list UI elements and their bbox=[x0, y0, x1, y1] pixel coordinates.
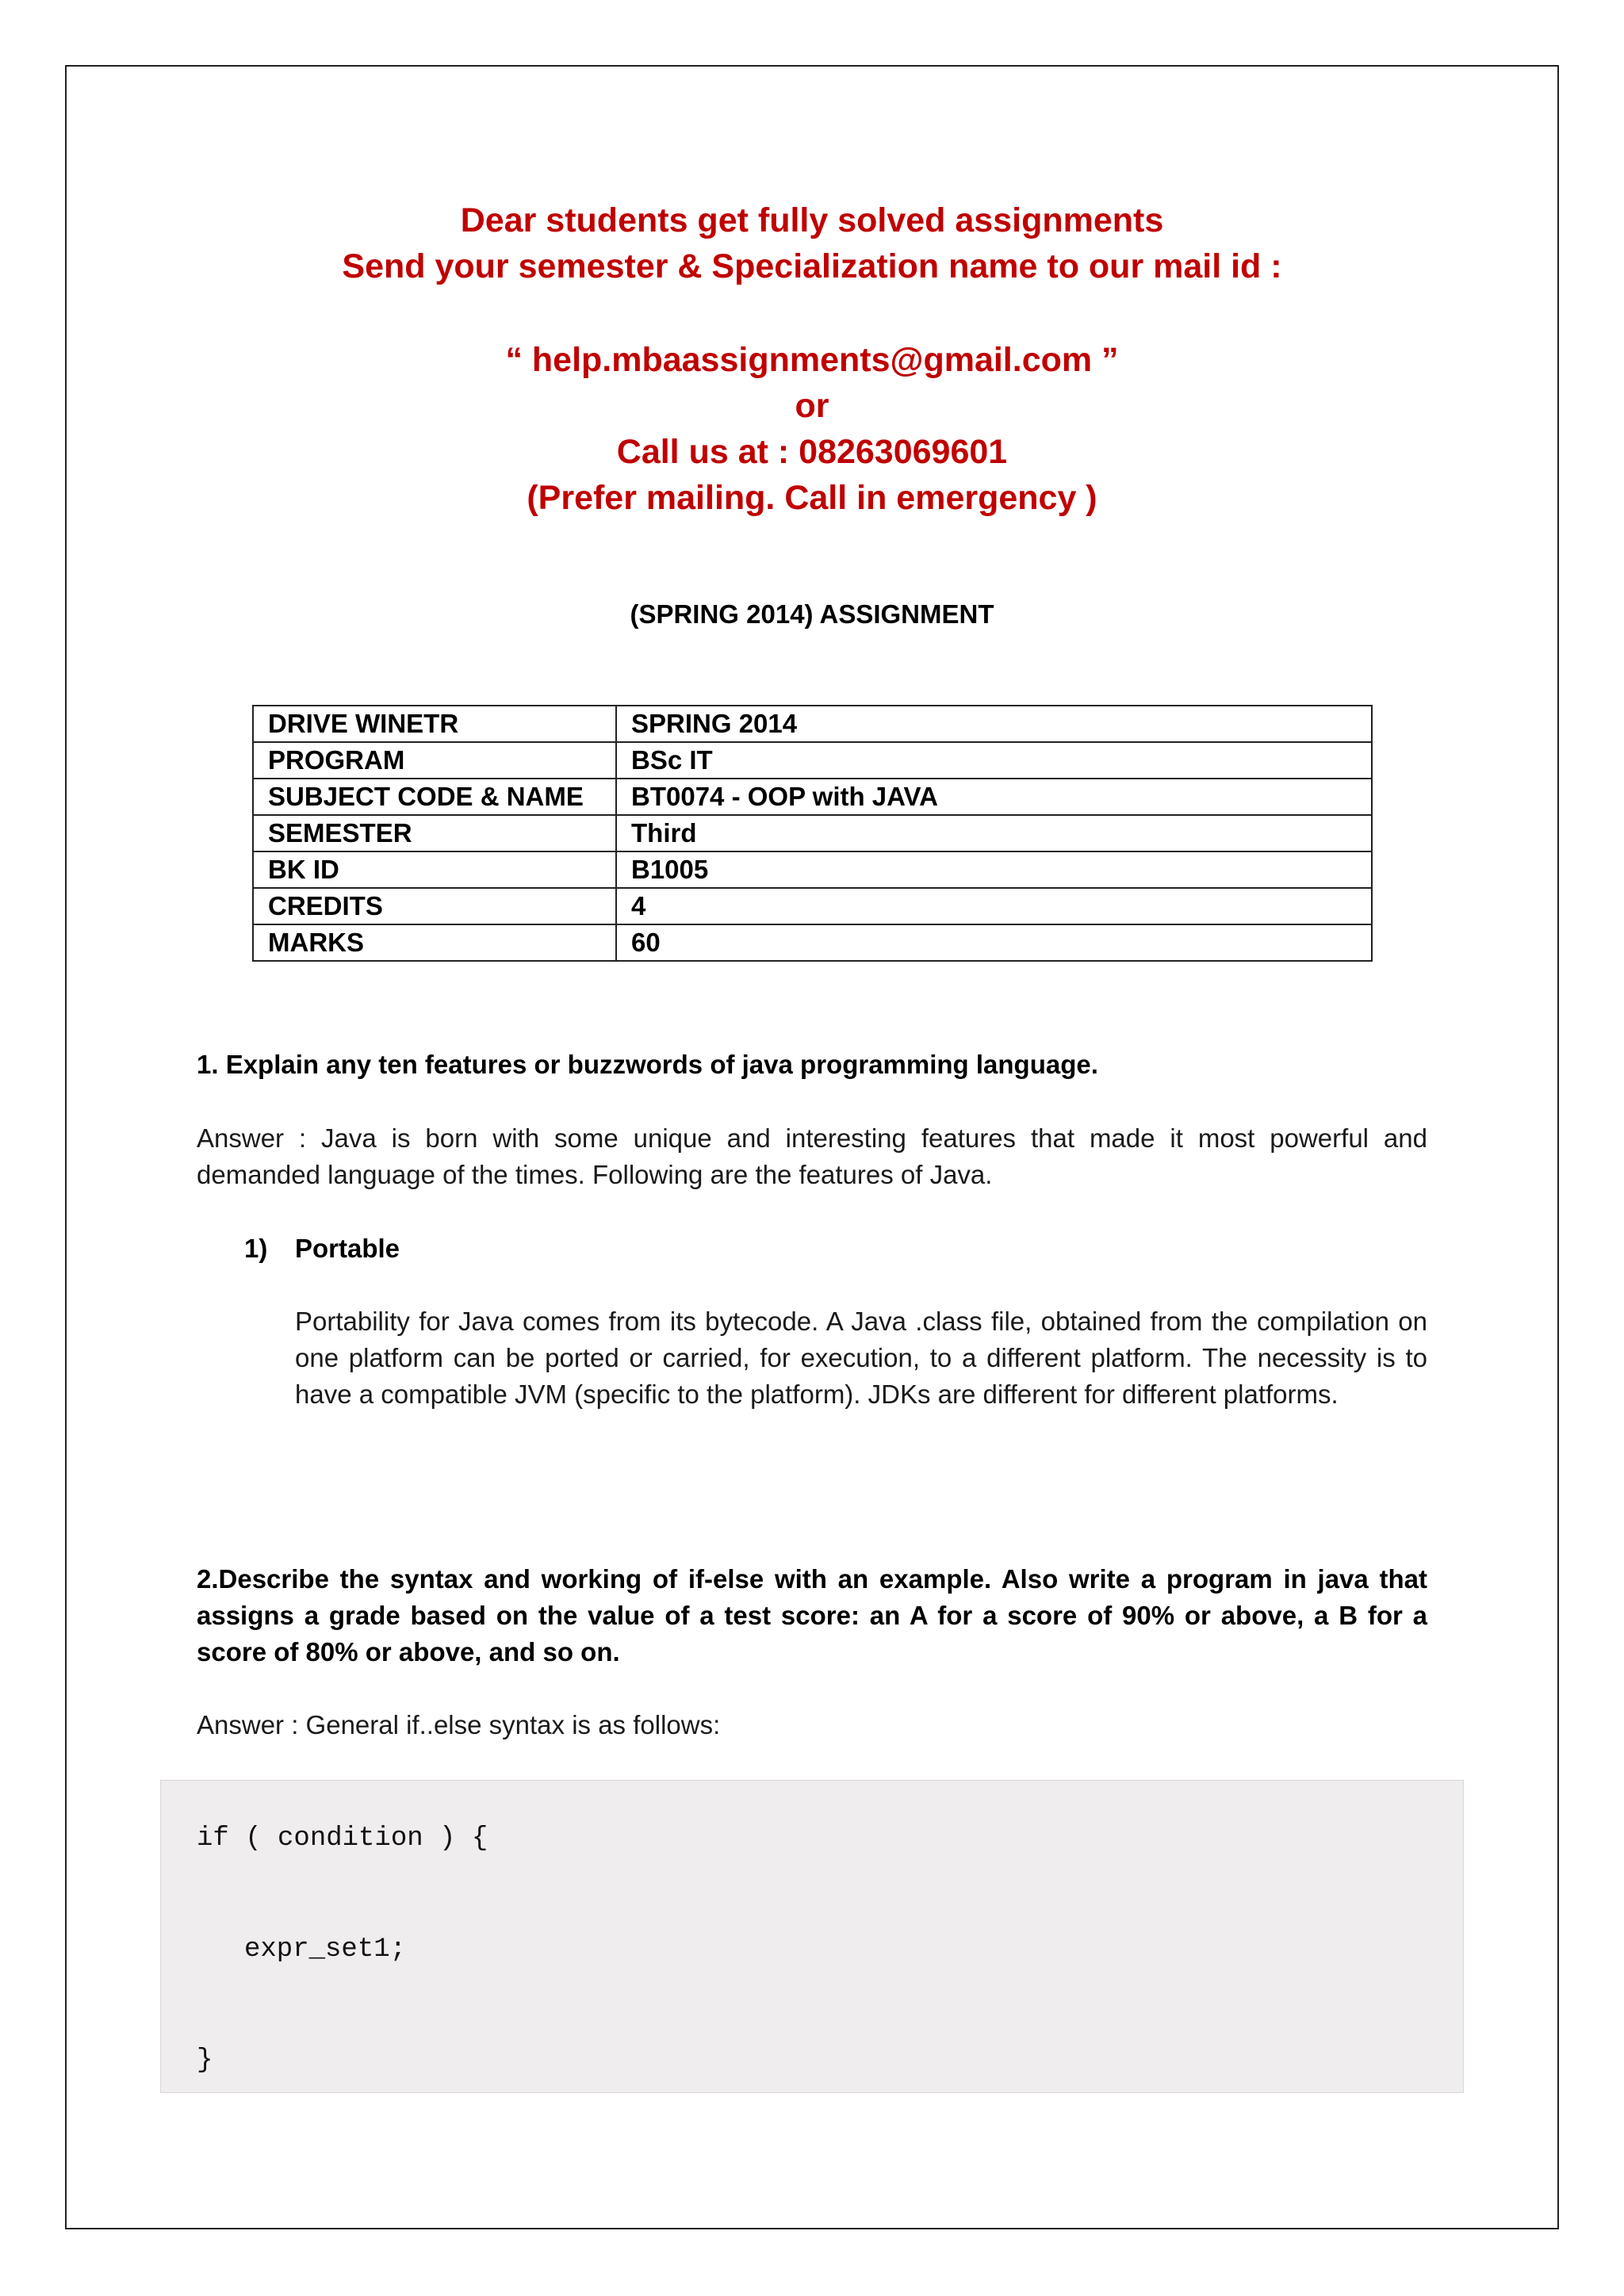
info-key: SEMESTER bbox=[253, 815, 616, 851]
promo-email: “ help.mbaassignments@gmail.com ” bbox=[505, 341, 1119, 379]
promo-line-2: Send your semester & Specialization name to our mail id : bbox=[342, 247, 1282, 285]
info-key: MARKS bbox=[253, 924, 616, 961]
info-value: Third bbox=[616, 815, 1372, 851]
code-line-2: expr_set1; bbox=[244, 1934, 407, 1965]
info-value: BSc IT bbox=[616, 742, 1372, 779]
info-row bbox=[253, 888, 1372, 924]
assignment-title: (SPRING 2014) ASSIGNMENT bbox=[630, 599, 994, 629]
answer-2-intro: Answer : General if..else syntax is as follows: bbox=[197, 1710, 721, 1739]
promo-or: or bbox=[795, 387, 829, 425]
info-row bbox=[253, 706, 1372, 742]
promo-header-top bbox=[65, 197, 1559, 289]
info-value: BT0074 - OOP with JAVA bbox=[616, 779, 1372, 815]
question-1: 1. Explain any ten features or buzzwords of java programming language. bbox=[197, 1050, 1098, 1079]
info-key: PROGRAM bbox=[253, 742, 616, 779]
assignment-info-table bbox=[252, 705, 1373, 962]
info-row bbox=[253, 742, 1372, 779]
info-key: SUBJECT CODE & NAME bbox=[253, 779, 616, 815]
info-key: DRIVE WINETR bbox=[253, 706, 616, 742]
promo-call: Call us at : 08263069601 bbox=[616, 433, 1008, 471]
code-line-1: if ( condition ) { bbox=[197, 1823, 488, 1854]
promo-note: (Prefer mailing. Call in emergency ) bbox=[527, 479, 1097, 517]
feature-description: Portability for Java comes from its bytecode. A Java .class file, obtained from the compilation on one platform can be ported or carried, for execution, to a different platform. The necessity is to have a compatible JVM (specific to the platform). JDKs are different for different platforms. bbox=[295, 1307, 1427, 1409]
info-row bbox=[253, 924, 1372, 961]
feature-title: Portable bbox=[295, 1234, 400, 1263]
info-value: SPRING 2014 bbox=[616, 706, 1372, 742]
info-value: B1005 bbox=[616, 851, 1372, 888]
info-value: 4 bbox=[616, 888, 1372, 924]
feature-number: 1) bbox=[244, 1234, 268, 1263]
info-row bbox=[253, 815, 1372, 851]
code-block bbox=[160, 1780, 1464, 2093]
info-row bbox=[253, 851, 1372, 888]
question-2: 2.Describe the syntax and working of if-else with an example. Also write a program in java that assigns a grade based on the value of a test score: an A for a score of 90% or above, a B for a score of 80% or above, and so on. bbox=[197, 1564, 1427, 1667]
answer-1-intro: Answer : Java is born with some unique and interesting features that made it most powerful and demanded language of the times. Following are the features of Java. bbox=[197, 1123, 1427, 1189]
info-key: CREDITS bbox=[253, 888, 616, 924]
code-line-3: } bbox=[197, 2045, 213, 2076]
promo-line-1: Dear students get fully solved assignments bbox=[460, 201, 1164, 239]
info-key: BK ID bbox=[253, 851, 616, 888]
info-value: 60 bbox=[616, 924, 1372, 961]
promo-header-contact bbox=[65, 337, 1559, 521]
info-row bbox=[253, 779, 1372, 815]
